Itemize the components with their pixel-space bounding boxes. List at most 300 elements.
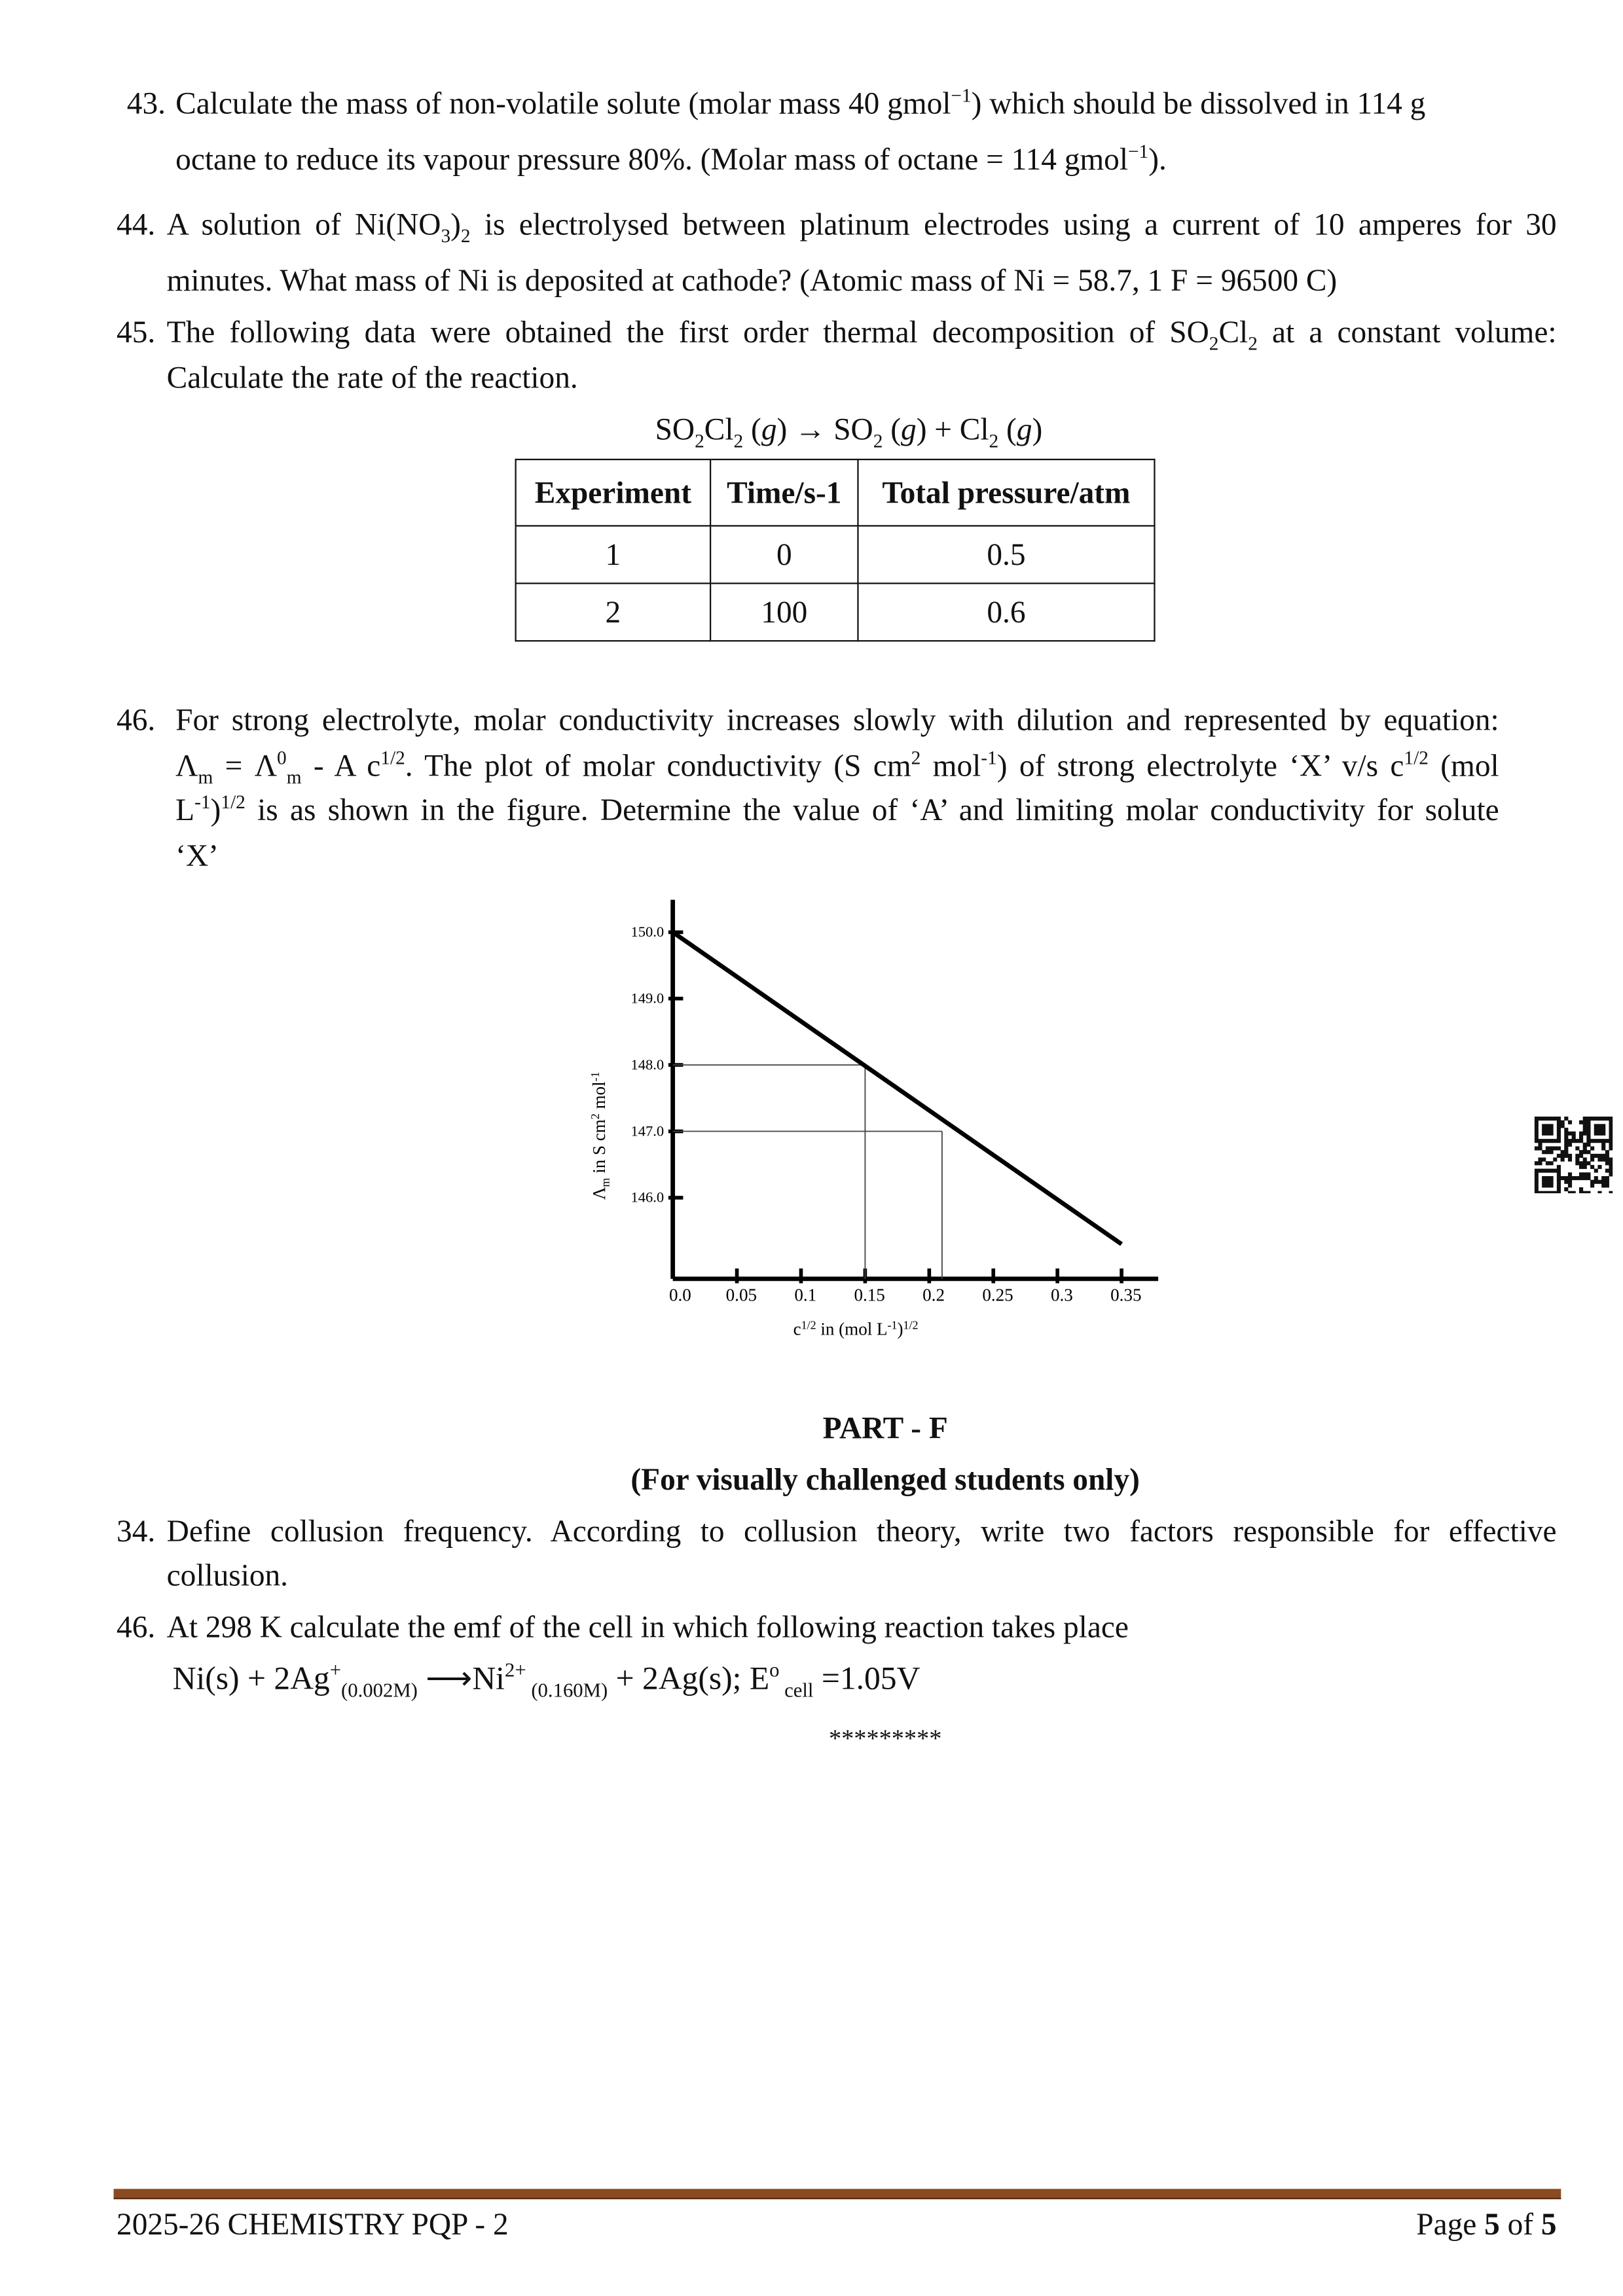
text-segment: minutes. What mass of Ni is deposited at cathode? (Atomic mass of Ni = 58.7, 1 F = 96500 C) <box>166 262 1338 298</box>
text-segment: Calculate the mass of non-volatile solute (molar mass 40 gmol <box>175 85 951 121</box>
qr-module <box>1609 1128 1613 1132</box>
qr-module <box>1579 1139 1583 1143</box>
qr-module <box>1601 1154 1605 1158</box>
qr-module <box>1546 1150 1550 1154</box>
qr-module <box>1568 1132 1572 1136</box>
qr-module <box>1568 1172 1572 1176</box>
qr-module <box>1575 1154 1579 1158</box>
text-segment: ) <box>450 206 461 242</box>
qr-module <box>1597 1128 1601 1132</box>
text-segment: of <box>1499 2206 1541 2242</box>
footer-left: 2025-26 CHEMISTRY PQP - 2 <box>117 2206 509 2242</box>
qr-module <box>1594 1128 1598 1132</box>
qr-module <box>1557 1176 1561 1180</box>
qr-module <box>1568 1143 1572 1147</box>
qr-module <box>1542 1169 1546 1173</box>
qr-module <box>1601 1117 1605 1121</box>
qr-module <box>1590 1154 1594 1158</box>
text-segment: 2 <box>989 429 999 452</box>
qr-module <box>1609 1143 1613 1147</box>
qr-module <box>1538 1158 1542 1162</box>
qr-module <box>1583 1146 1587 1150</box>
x-tick-label: 0.1 <box>794 1285 817 1305</box>
qr-module <box>1549 1128 1553 1132</box>
qr-module <box>1557 1187 1561 1191</box>
qr-module <box>1597 1139 1601 1143</box>
qr-module <box>1542 1124 1546 1128</box>
text-segment: =1.05V <box>813 1659 921 1696</box>
q45-line-2 <box>167 359 578 397</box>
qr-module <box>1568 1139 1572 1143</box>
column-header: Experiment <box>516 459 710 526</box>
text-segment: cell <box>779 1679 814 1702</box>
qr-module <box>1586 1176 1590 1180</box>
qr-module <box>1605 1176 1609 1180</box>
text-segment: 2 <box>873 429 883 452</box>
qr-module <box>1583 1191 1587 1193</box>
qr-module <box>1542 1191 1546 1193</box>
x-axis-label: $c^{1/2}$ in (mol $L^{-1})^{1/2}$ <box>793 1318 919 1339</box>
qr-module <box>1572 1135 1576 1139</box>
qr-module <box>1549 1150 1553 1154</box>
text-segment: is electrolysed between platinum electrodes using a current of 10 amperes for 30 <box>470 206 1557 242</box>
conductivity-chart <box>560 885 1180 1357</box>
qr-module <box>1579 1132 1583 1136</box>
qr-module <box>1546 1191 1550 1193</box>
x-tick-label: 0.05 <box>725 1285 757 1305</box>
qr-module <box>1564 1128 1568 1132</box>
qr-module <box>1605 1161 1609 1165</box>
qr-module <box>1535 1117 1539 1121</box>
qr-module <box>1542 1128 1546 1132</box>
question-number: 46. <box>117 1609 156 1645</box>
qr-module <box>1549 1161 1553 1165</box>
qr-module <box>1609 1132 1613 1136</box>
text-segment: ) → SO <box>776 411 873 447</box>
qr-module <box>1590 1158 1594 1162</box>
qr-module <box>1564 1132 1568 1136</box>
text-segment: 1/2 <box>221 790 246 813</box>
text-segment: octane to reduce its vapour pressure 80%. (Molar mass of octane = 114 gmol <box>175 141 1128 177</box>
qr-module <box>1605 1169 1609 1173</box>
qr-module <box>1557 1139 1561 1143</box>
text-segment: + 2Ag(s); E <box>608 1659 770 1696</box>
q46-line-3 <box>175 791 1499 829</box>
qr-module <box>1601 1158 1605 1162</box>
qr-module <box>1586 1172 1590 1176</box>
cell-reaction-equation <box>172 1659 921 1702</box>
qr-module <box>1597 1154 1601 1158</box>
q46-line-1 <box>175 700 1499 739</box>
text-segment: The following data were obtained the first order thermal decomposition of SO <box>166 314 1209 350</box>
text-segment: 1/2 <box>1404 746 1429 769</box>
qr-module <box>1568 1183 1572 1187</box>
qr-module <box>1535 1172 1539 1176</box>
qr-module <box>1535 1139 1539 1143</box>
question-number: 45. <box>117 314 156 350</box>
qr-module <box>1542 1158 1546 1162</box>
qr-module <box>1538 1143 1542 1147</box>
qr-module <box>1538 1191 1542 1193</box>
qr-module <box>1557 1135 1561 1139</box>
q43-line-1 <box>175 84 1425 122</box>
q46-line-4 <box>175 836 219 875</box>
y-tick-label: 147.0 <box>630 1122 665 1139</box>
text-segment: 2 <box>911 746 921 769</box>
qr-module <box>1535 1191 1539 1193</box>
text-segment: (0.002M) <box>341 1679 418 1702</box>
footer-rule <box>114 2189 1561 2199</box>
qr-module <box>1575 1176 1579 1180</box>
text-segment: 5 <box>1484 2206 1500 2242</box>
text-segment: ) + Cl <box>916 411 989 447</box>
qr-module <box>1597 1158 1601 1162</box>
text-segment: Cl <box>1218 314 1249 350</box>
qr-module <box>1575 1139 1579 1143</box>
qr-module <box>1557 1154 1561 1158</box>
q34-line-1 <box>167 1512 1557 1551</box>
qr-module <box>1568 1121 1572 1124</box>
qr-module <box>1586 1191 1590 1193</box>
qr-module <box>1557 1172 1561 1176</box>
qr-module <box>1586 1128 1590 1132</box>
table-cell: 0 <box>710 526 858 583</box>
part-f-subtitle: (For visually challenged students only) <box>630 1462 1140 1498</box>
qr-module <box>1572 1191 1576 1193</box>
part-f-title: PART - F <box>822 1410 948 1446</box>
text-segment: Calculate the rate of the reaction. <box>166 359 578 395</box>
qr-module <box>1609 1165 1613 1169</box>
text-segment: ) <box>210 792 221 828</box>
qr-module <box>1546 1169 1550 1173</box>
text-segment: 2 <box>1248 332 1258 355</box>
text-segment: ‘X’ <box>175 838 219 874</box>
qr-module <box>1542 1180 1546 1184</box>
qr-module <box>1601 1128 1605 1132</box>
qr-module <box>1583 1161 1587 1165</box>
text-segment: ⟶Ni <box>417 1659 505 1696</box>
qr-module <box>1557 1169 1561 1173</box>
qr-module <box>1553 1169 1557 1173</box>
qr-module <box>1609 1191 1613 1193</box>
text-segment: -1 <box>981 746 997 769</box>
qr-module <box>1609 1117 1613 1121</box>
qr-module <box>1553 1158 1557 1162</box>
qr-module <box>1546 1139 1550 1143</box>
qr-module <box>1561 1124 1565 1128</box>
text-segment: Ni(s) + 2Ag <box>172 1659 330 1696</box>
q43-line-2 <box>175 140 1167 179</box>
qr-module <box>1553 1117 1557 1121</box>
qr-module <box>1564 1139 1568 1143</box>
qr-module <box>1557 1180 1561 1184</box>
qr-module <box>1601 1176 1605 1180</box>
qr-module <box>1590 1165 1594 1169</box>
qr-module <box>1601 1124 1605 1128</box>
qr-module <box>1597 1132 1601 1136</box>
text-segment: 3 <box>441 224 451 247</box>
qr-module <box>1601 1183 1605 1187</box>
y-tick-label: 149.0 <box>630 990 665 1007</box>
end-marker: ********* <box>828 1724 942 1753</box>
text-segment: - A c <box>301 747 381 783</box>
qr-module <box>1549 1183 1553 1187</box>
qr-module <box>1586 1143 1590 1147</box>
text-segment: + <box>329 1659 342 1681</box>
qr-module <box>1538 1161 1542 1165</box>
table-row <box>516 583 1155 641</box>
qr-module <box>1609 1135 1613 1139</box>
qr-module <box>1557 1165 1561 1169</box>
text-segment: g <box>761 411 777 447</box>
text-segment: SO <box>655 411 695 447</box>
table-cell: 0.6 <box>858 583 1154 641</box>
text-segment: m <box>198 766 213 788</box>
qr-module <box>1583 1172 1587 1176</box>
qr-module <box>1586 1117 1590 1121</box>
qr-module <box>1564 1117 1568 1121</box>
qr-module <box>1549 1139 1553 1143</box>
qr-module <box>1549 1169 1553 1173</box>
qr-module <box>1609 1146 1613 1150</box>
text-segment: 2+ <box>504 1659 526 1681</box>
qr-module <box>1609 1124 1613 1128</box>
qr-module <box>1609 1169 1613 1173</box>
qr-module <box>1535 1176 1539 1180</box>
qr-module <box>1605 1158 1609 1162</box>
text-segment: ) which should be dissolved in 114 g <box>971 85 1426 121</box>
qr-module <box>1557 1121 1561 1124</box>
qr-module <box>1564 1187 1568 1191</box>
table-cell: 2 <box>516 583 710 641</box>
y-tick-label: 148.0 <box>630 1056 665 1073</box>
qr-module <box>1586 1139 1590 1143</box>
qr-module <box>1538 1169 1542 1173</box>
question-number: 43. <box>126 85 166 121</box>
qr-module <box>1583 1176 1587 1180</box>
qr-module <box>1586 1135 1590 1139</box>
qr-module <box>1605 1183 1609 1187</box>
qr-module <box>1579 1135 1583 1139</box>
text-segment: (mol <box>1428 747 1499 783</box>
q44-line-2 <box>167 261 1338 300</box>
qr-module <box>1564 1154 1568 1158</box>
qr-module <box>1535 1146 1539 1150</box>
text-segment: 2 <box>695 429 704 452</box>
q45-line-1 <box>166 313 1557 355</box>
qr-code <box>1535 1117 1613 1193</box>
qr-module <box>1542 1117 1546 1121</box>
qr-module <box>1557 1191 1561 1193</box>
qr-module <box>1601 1180 1605 1184</box>
qr-module <box>1583 1132 1587 1136</box>
qr-module <box>1546 1180 1550 1184</box>
qr-module <box>1546 1128 1550 1132</box>
x-tick-label: 0.2 <box>922 1285 945 1305</box>
qr-module <box>1583 1128 1587 1132</box>
y-tick-label: 146.0 <box>630 1189 665 1206</box>
text-segment: collusion. <box>166 1557 289 1593</box>
q44-line-1 <box>166 205 1557 247</box>
qr-module <box>1575 1161 1579 1165</box>
table-cell: 0.5 <box>858 526 1154 583</box>
qr-module <box>1590 1117 1594 1121</box>
qr-module <box>1535 1169 1539 1173</box>
qr-module <box>1568 1158 1572 1162</box>
qr-module <box>1561 1176 1565 1180</box>
qr-module <box>1594 1154 1598 1158</box>
qr-module <box>1546 1117 1550 1121</box>
qr-module <box>1594 1139 1598 1143</box>
qr-module <box>1590 1183 1594 1187</box>
text-segment: 2 <box>733 429 744 452</box>
q46f-line-1 <box>167 1607 1129 1646</box>
text-segment: ( <box>743 411 761 447</box>
text-segment: o <box>769 1659 780 1681</box>
qr-module <box>1557 1124 1561 1128</box>
q34-line-2 <box>167 1556 288 1595</box>
page-number <box>1416 2205 1556 2244</box>
qr-module <box>1586 1150 1590 1154</box>
qr-module <box>1549 1132 1553 1136</box>
qr-module <box>1594 1180 1598 1184</box>
qr-module <box>1535 1135 1539 1139</box>
text-segment: 5 <box>1541 2206 1557 2242</box>
qr-module <box>1549 1146 1553 1150</box>
qr-module <box>1594 1176 1598 1180</box>
text-segment: (0.160M) <box>526 1679 608 1702</box>
qr-module <box>1546 1132 1550 1136</box>
qr-module <box>1583 1150 1587 1154</box>
text-segment: at a constant volume: <box>1257 314 1557 350</box>
text-segment: 2 <box>1209 332 1219 355</box>
qr-module <box>1564 1150 1568 1154</box>
text-segment: is as shown in the figure. Determine the value of ‘A’ and limiting molar conductivity for solute <box>245 792 1499 828</box>
qr-module <box>1546 1146 1550 1150</box>
qr-module <box>1557 1117 1561 1121</box>
qr-module <box>1538 1117 1542 1121</box>
qr-module <box>1579 1154 1583 1158</box>
x-tick-label: 0.25 <box>982 1285 1013 1305</box>
qr-module <box>1579 1172 1583 1176</box>
qr-module <box>1549 1191 1553 1193</box>
qr-module <box>1579 1150 1583 1154</box>
qr-module <box>1594 1132 1598 1136</box>
qr-module <box>1597 1191 1601 1193</box>
qr-module <box>1583 1124 1587 1128</box>
qr-module <box>1538 1139 1542 1143</box>
table-cell: 1 <box>516 526 710 583</box>
qr-module <box>1546 1176 1550 1180</box>
text-segment: For strong electrolyte, molar conductivity increases slowly with dilution and represented by equation: <box>175 702 1499 738</box>
qr-module <box>1568 1176 1572 1180</box>
qr-module <box>1575 1158 1579 1162</box>
data-line <box>673 932 1122 1244</box>
qr-module <box>1564 1143 1568 1147</box>
table-row <box>516 526 1155 583</box>
qr-module <box>1535 1132 1539 1136</box>
qr-module <box>1597 1180 1601 1184</box>
text-segment: = Λ <box>213 747 278 783</box>
qr-module <box>1553 1146 1557 1150</box>
qr-module <box>1597 1117 1601 1121</box>
qr-module <box>1535 1187 1539 1191</box>
qr-module <box>1609 1139 1613 1143</box>
column-header: Time/s-1 <box>710 459 858 526</box>
qr-module <box>1583 1158 1587 1162</box>
qr-module <box>1546 1183 1550 1187</box>
x-tick-label: 0.0 <box>669 1285 691 1305</box>
qr-module <box>1561 1154 1565 1158</box>
text-segment: Λ <box>175 747 198 783</box>
question-number: 44. <box>117 206 156 242</box>
text-segment: ) of strong electrolyte ‘X’ v/s c <box>996 747 1404 783</box>
qr-module <box>1597 1124 1601 1128</box>
qr-module <box>1609 1172 1613 1176</box>
qr-module <box>1542 1176 1546 1180</box>
qr-module <box>1568 1180 1572 1184</box>
qr-module <box>1579 1121 1583 1124</box>
qr-module <box>1546 1161 1550 1165</box>
qr-module <box>1564 1135 1568 1139</box>
qr-module <box>1601 1146 1605 1150</box>
qr-module <box>1546 1124 1550 1128</box>
column-header: Total pressure/atm <box>858 459 1154 526</box>
qr-module <box>1583 1165 1587 1169</box>
qr-module <box>1586 1121 1590 1124</box>
text-segment: g <box>1016 411 1032 447</box>
qr-module <box>1557 1146 1561 1150</box>
qr-module <box>1538 1146 1542 1150</box>
qr-module <box>1579 1165 1583 1169</box>
text-segment: −1 <box>951 84 972 107</box>
text-segment: m <box>286 766 302 788</box>
qr-module <box>1561 1150 1565 1154</box>
qr-module <box>1535 1128 1539 1132</box>
text-segment: . The plot of molar conductivity (S cm <box>405 747 911 783</box>
qr-module <box>1605 1117 1609 1121</box>
qr-module <box>1572 1176 1576 1180</box>
table-header-row <box>516 459 1155 526</box>
qr-module <box>1561 1121 1565 1124</box>
qr-module <box>1579 1191 1583 1193</box>
qr-module <box>1549 1124 1553 1128</box>
qr-module <box>1553 1191 1557 1193</box>
text-segment: At 298 K calculate the emf of the cell in which following reaction takes place <box>166 1609 1129 1645</box>
qr-module <box>1568 1191 1572 1193</box>
qr-module <box>1590 1146 1594 1150</box>
qr-module <box>1542 1139 1546 1143</box>
qr-module <box>1549 1180 1553 1184</box>
qr-module <box>1549 1176 1553 1180</box>
text-segment: 0 <box>277 746 287 769</box>
qr-module <box>1609 1158 1613 1162</box>
qr-module <box>1535 1121 1539 1124</box>
qr-module <box>1535 1161 1539 1165</box>
qr-module <box>1586 1161 1590 1165</box>
qr-module <box>1575 1146 1579 1150</box>
question-number: 46. <box>117 702 156 738</box>
qr-module <box>1609 1161 1613 1165</box>
x-tick-label: 0.35 <box>1110 1285 1142 1305</box>
text-segment: g <box>901 411 917 447</box>
qr-module <box>1535 1124 1539 1128</box>
qr-module <box>1549 1117 1553 1121</box>
qr-module <box>1553 1139 1557 1143</box>
qr-module <box>1583 1117 1587 1121</box>
qr-module <box>1605 1150 1609 1154</box>
text-segment: mol <box>921 747 981 783</box>
